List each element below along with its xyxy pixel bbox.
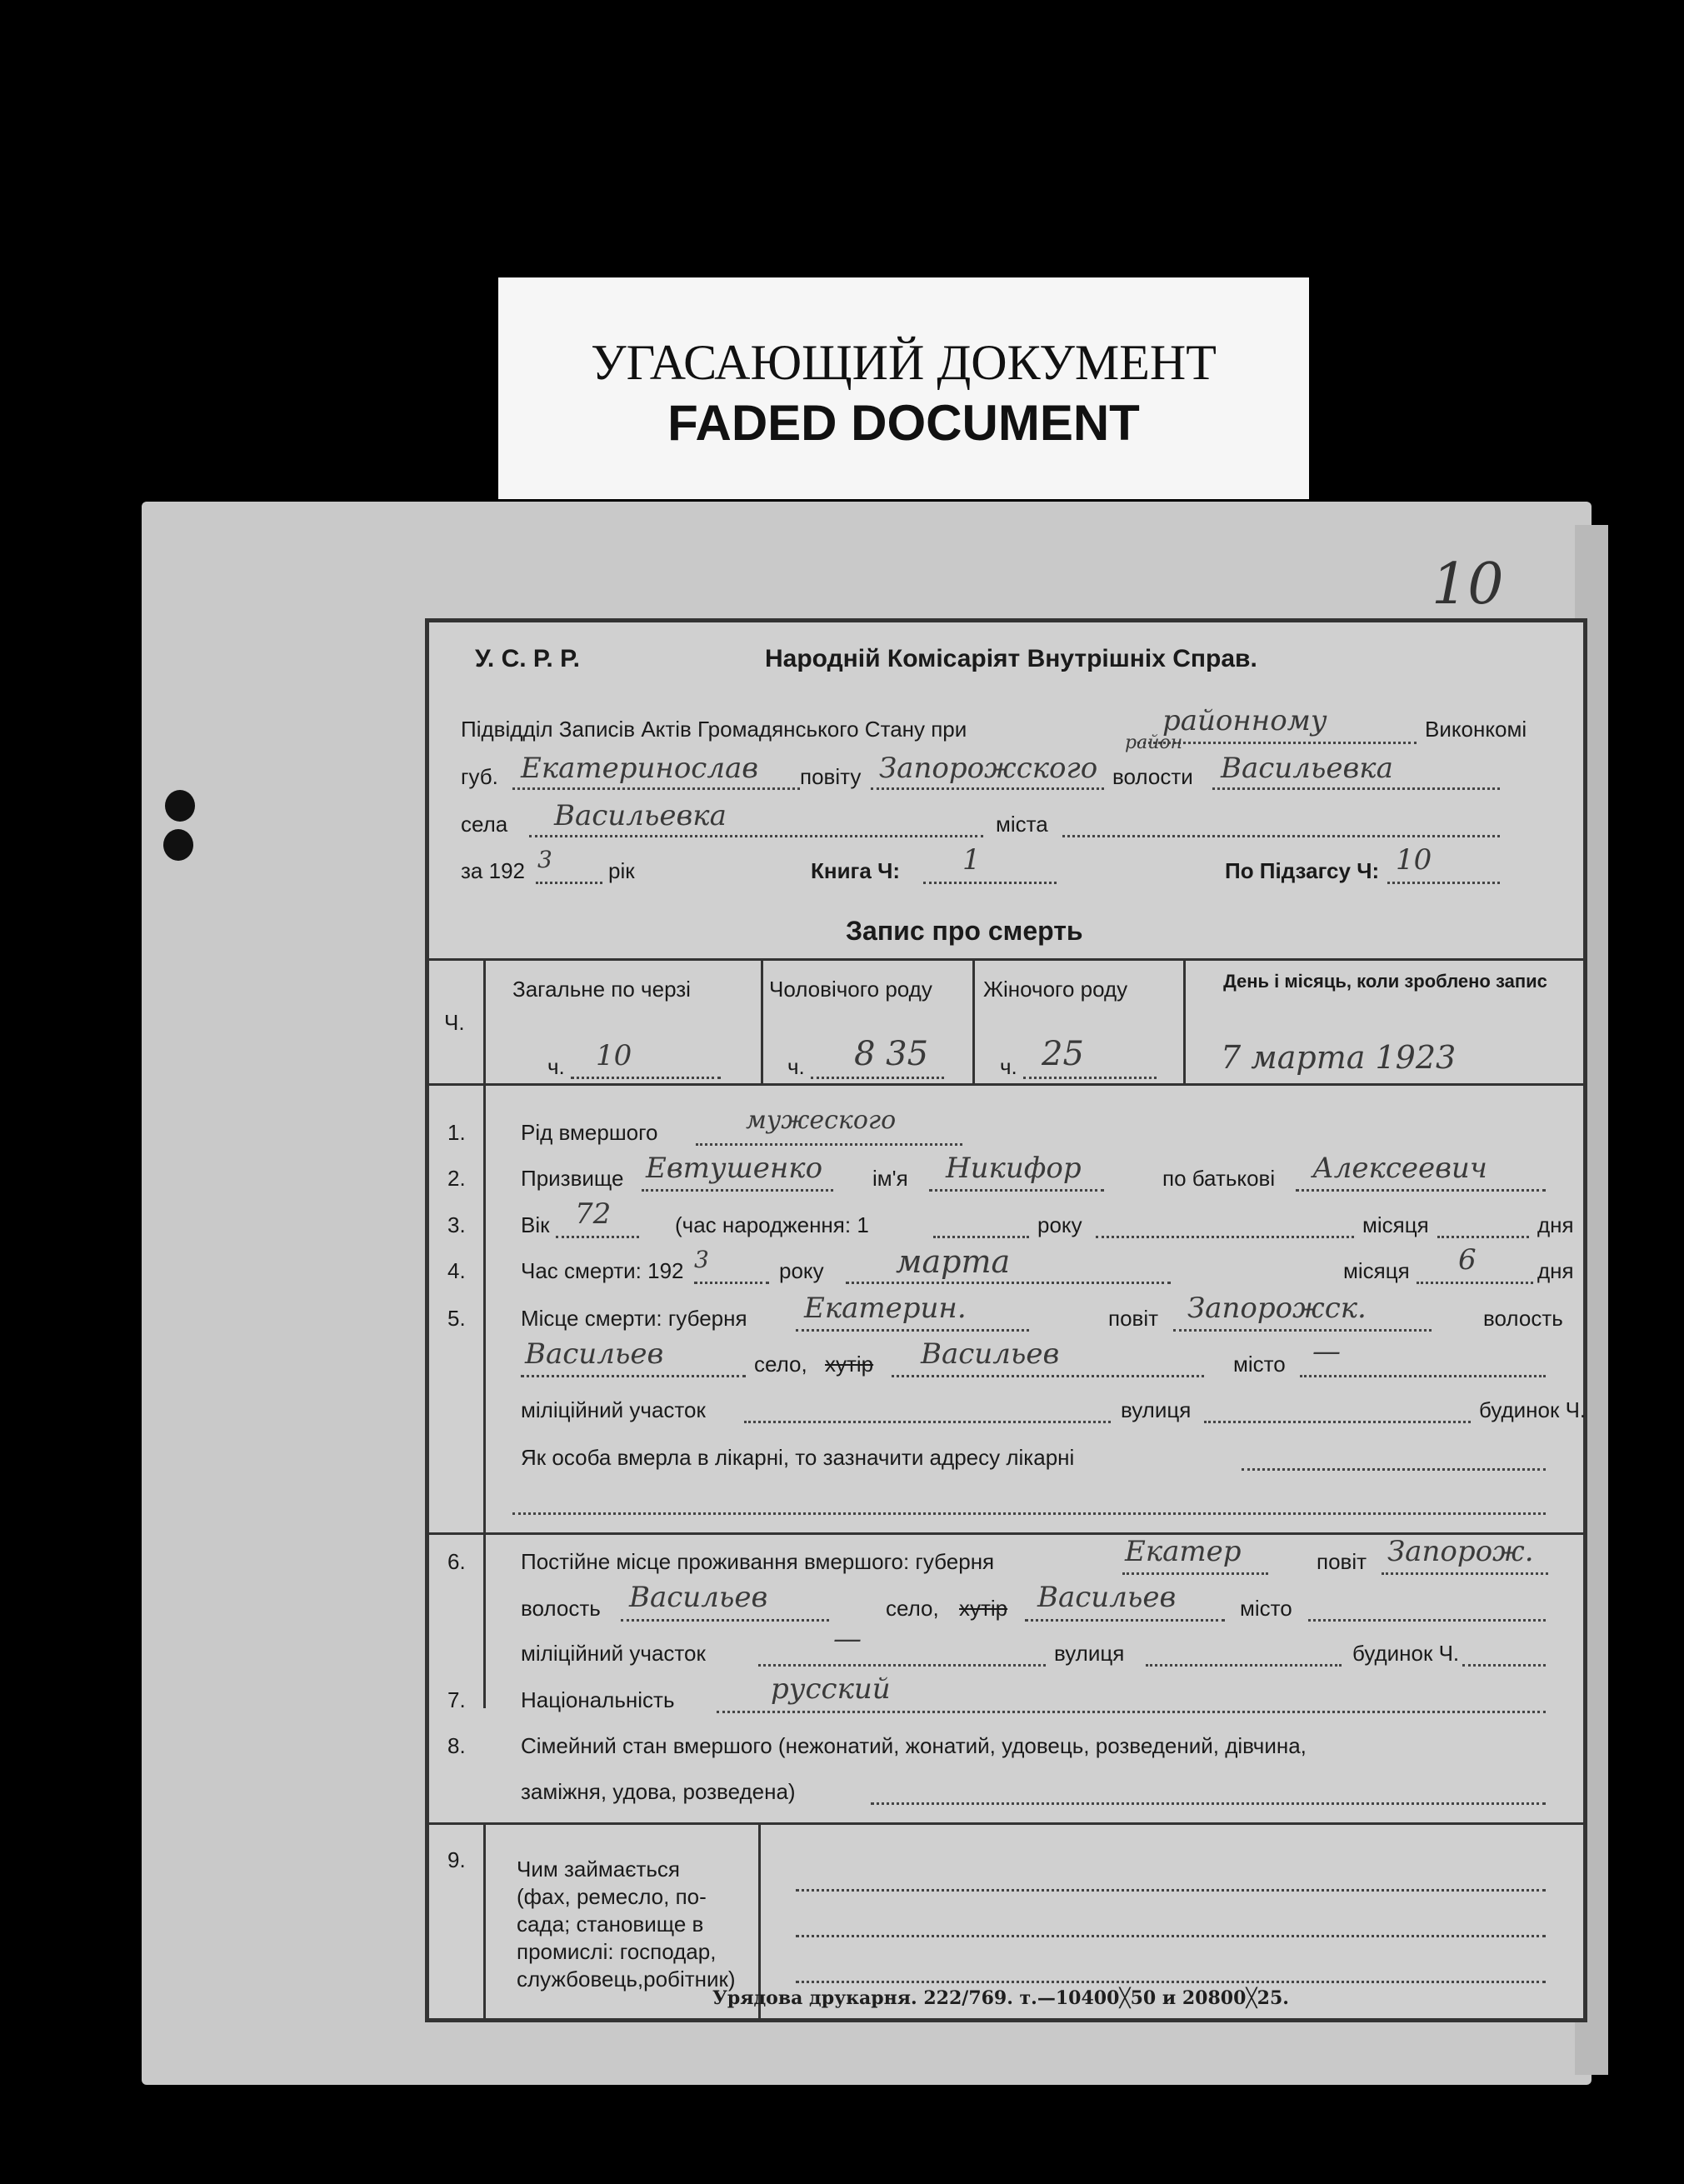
male-ch-label: ч. bbox=[787, 1054, 805, 1079]
field-line bbox=[1462, 1664, 1546, 1667]
male-order-value: 8 35 bbox=[854, 1035, 929, 1073]
field-line bbox=[933, 1236, 1029, 1238]
death-day-label: дня bbox=[1537, 1258, 1574, 1283]
ussr-header: У. С. Р. Р. bbox=[475, 645, 580, 672]
section-rule bbox=[429, 1822, 1583, 1825]
field-line bbox=[512, 1512, 1546, 1515]
row-number: 5. bbox=[447, 1306, 466, 1331]
surname-label: Призвище bbox=[521, 1166, 624, 1191]
death-house-label: будинок Ч. bbox=[1479, 1397, 1587, 1422]
death-selo-label: село, bbox=[754, 1352, 807, 1377]
age-value: 72 bbox=[575, 1197, 612, 1231]
death-city-value: — bbox=[1312, 1335, 1341, 1368]
death-militia-label: міліційний участок bbox=[521, 1397, 706, 1422]
column-rule bbox=[761, 958, 763, 1083]
field-line bbox=[758, 1664, 1046, 1667]
residence-povit-label: повіт bbox=[1317, 1549, 1367, 1574]
death-gub-value: Екатерин. bbox=[804, 1292, 967, 1325]
field-line bbox=[571, 1077, 721, 1079]
field-line bbox=[717, 1711, 1546, 1713]
death-month-value: марта bbox=[896, 1243, 1011, 1280]
table-number-header: Ч. bbox=[444, 1010, 465, 1035]
binding-hole bbox=[163, 829, 193, 861]
field-line bbox=[796, 1329, 1029, 1332]
field-line bbox=[1122, 1572, 1268, 1575]
field-line bbox=[871, 787, 1104, 790]
field-line bbox=[1387, 882, 1500, 884]
marital-status-label: Сімейний стан вмершого (нежонатий, жонатий, удовець, розведений, дівчина, bbox=[521, 1733, 1307, 1758]
field-line bbox=[1300, 1375, 1546, 1377]
mista-label: міста bbox=[996, 812, 1048, 837]
first-name-label: ім'я bbox=[872, 1166, 908, 1191]
death-year-value: 3 bbox=[694, 1246, 709, 1273]
page-number: 10 bbox=[1432, 552, 1504, 617]
general-order-header: Загальне по черзі bbox=[512, 977, 691, 1002]
row-number: 2. bbox=[447, 1166, 466, 1191]
form-title: Запис про смерть bbox=[846, 916, 1083, 946]
death-year-label: року bbox=[779, 1258, 824, 1283]
field-line bbox=[536, 882, 602, 884]
first-name-value: Никифор bbox=[946, 1152, 1082, 1185]
occupation-label-line: службовець,робітник) bbox=[517, 1967, 736, 1992]
residence-militia-label: міліційний участок bbox=[521, 1641, 706, 1666]
gub-value: Екатеринослав bbox=[521, 752, 759, 785]
residence-selo-value: Васильев bbox=[1037, 1581, 1177, 1614]
field-line bbox=[1437, 1236, 1529, 1238]
general-order-value: 10 bbox=[596, 1039, 632, 1072]
date-recorded-value: 7 марта 1923 bbox=[1221, 1039, 1457, 1076]
field-line bbox=[1242, 1468, 1546, 1471]
patronymic-label: по батькові bbox=[1162, 1166, 1276, 1191]
subzags-value: 10 bbox=[1396, 843, 1432, 877]
row-number: 3. bbox=[447, 1212, 466, 1237]
year-label: за 192 bbox=[461, 858, 525, 883]
executive-committee-value: районному bbox=[1162, 704, 1327, 737]
residence-povit-value: Запорож. bbox=[1387, 1535, 1534, 1568]
field-line bbox=[871, 1802, 1546, 1805]
birth-label: (час народження: 1 bbox=[675, 1212, 869, 1237]
residence-street-label: вулиця bbox=[1054, 1641, 1125, 1666]
birth-year-label: року bbox=[1037, 1212, 1082, 1237]
field-line bbox=[512, 787, 800, 790]
label-english: FADED DOCUMENT bbox=[667, 395, 1140, 451]
death-city-label: місто bbox=[1233, 1352, 1286, 1377]
field-line bbox=[556, 1236, 639, 1238]
female-ch-label: ч. bbox=[1000, 1054, 1017, 1079]
field-line bbox=[1023, 1077, 1157, 1079]
row-number: 7. bbox=[447, 1687, 466, 1712]
field-line bbox=[529, 835, 983, 837]
occupation-label bbox=[517, 1856, 736, 1993]
surname-value: Евтушенко bbox=[646, 1152, 823, 1185]
field-line bbox=[923, 882, 1057, 884]
field-line bbox=[1025, 1619, 1225, 1622]
birth-month-label: місяця bbox=[1362, 1212, 1429, 1237]
selo-label: села bbox=[461, 812, 508, 837]
death-month-label: місяця bbox=[1343, 1258, 1410, 1283]
female-order-value: 25 bbox=[1042, 1035, 1084, 1073]
commissariat-header: Народній Комісаріят Внутрішніх Справ. bbox=[765, 645, 1257, 672]
field-line bbox=[696, 1143, 962, 1146]
death-volost-value: Васильев bbox=[525, 1337, 664, 1371]
field-line bbox=[929, 1189, 1104, 1192]
death-volost-label: волость bbox=[1483, 1306, 1563, 1331]
field-line bbox=[1308, 1619, 1546, 1622]
death-record-form bbox=[425, 618, 1587, 2022]
residence-gub-value: Екатер bbox=[1125, 1535, 1242, 1568]
field-line bbox=[642, 1189, 833, 1192]
residence-city-label: місто bbox=[1240, 1596, 1292, 1621]
field-line bbox=[1417, 1282, 1533, 1284]
residence-volost-label: волость bbox=[521, 1596, 601, 1621]
field-line bbox=[1096, 1236, 1354, 1238]
deceased-sex-label: Рід вмершого bbox=[521, 1120, 658, 1145]
column-rule bbox=[1183, 958, 1186, 1083]
field-line bbox=[796, 1889, 1546, 1892]
povit-label: повіту bbox=[800, 764, 862, 789]
residence-label: Постійне місце проживання вмершого: губерня bbox=[521, 1549, 995, 1574]
row-number: 1. bbox=[447, 1120, 466, 1145]
row-number: 8. bbox=[447, 1733, 466, 1758]
rik-label: рік bbox=[608, 858, 635, 883]
occupation-label-line: (фах, ремесло, по- bbox=[517, 1884, 707, 1909]
volost-value: Васильевка bbox=[1221, 752, 1393, 785]
field-line bbox=[1296, 1189, 1546, 1192]
field-line bbox=[1212, 787, 1500, 790]
death-street-label: вулиця bbox=[1121, 1397, 1192, 1422]
occupation-label-line: Чим займається bbox=[517, 1857, 680, 1882]
occupation-label-line: сада; становище в bbox=[517, 1912, 704, 1937]
subdivision-label: Підвідділ Записів Актів Громадянського Стану при bbox=[461, 717, 967, 742]
book-value: 1 bbox=[962, 843, 981, 877]
field-line bbox=[694, 1282, 769, 1284]
patronymic-value: Алексеевич bbox=[1312, 1152, 1487, 1185]
povit-value: Запорожского bbox=[879, 752, 1098, 785]
row-number: 6. bbox=[447, 1549, 466, 1574]
field-line bbox=[796, 1935, 1546, 1937]
residence-house-label: будинок Ч. bbox=[1352, 1641, 1460, 1666]
subzags-label: По Підзагсу Ч: bbox=[1225, 858, 1380, 883]
field-line bbox=[1382, 1572, 1548, 1575]
label-russian: УГАСАЮЩИЙ ДОКУМЕНТ bbox=[591, 335, 1217, 390]
field-line bbox=[1062, 835, 1500, 837]
row-number: 9. bbox=[447, 1847, 466, 1872]
field-line bbox=[1146, 1664, 1342, 1667]
female-header: Жіночого роду bbox=[983, 977, 1128, 1002]
field-line bbox=[1204, 1421, 1471, 1423]
male-header: Чоловічого роду bbox=[769, 977, 932, 1002]
age-label: Вік bbox=[521, 1212, 550, 1237]
executive-committee-label: Виконкомі bbox=[1425, 717, 1527, 742]
selo-value: Васильевка bbox=[554, 799, 727, 832]
residence-volost-value: Васильев bbox=[629, 1581, 768, 1614]
printer-footer: Урядова друкарня. 222/769. т.—10400╳50 и 20800╳25. bbox=[712, 1987, 1289, 2009]
field-line bbox=[1173, 1329, 1432, 1332]
field-line bbox=[744, 1421, 1111, 1423]
field-line bbox=[846, 1282, 1171, 1284]
field-line bbox=[521, 1375, 746, 1377]
occupation-label-line: промислі: господар, bbox=[517, 1939, 717, 1964]
general-ch-label: ч. bbox=[547, 1054, 565, 1079]
gub-label: губ. bbox=[461, 764, 498, 789]
death-place-label: Місце смерти: губерня bbox=[521, 1306, 747, 1331]
death-day-value: 6 bbox=[1458, 1243, 1477, 1277]
birth-day-label: дня bbox=[1537, 1212, 1574, 1237]
hospital-label: Як особа вмерла в лікарні, то зазначити адресу лікарні bbox=[521, 1445, 1075, 1470]
field-line bbox=[892, 1375, 1204, 1377]
nationality-value: русский bbox=[771, 1672, 891, 1706]
year-value: 3 bbox=[537, 846, 552, 873]
death-khutir-label: хутір bbox=[825, 1352, 874, 1377]
residence-militia-value: — bbox=[833, 1622, 862, 1656]
table-header-bottom-rule bbox=[429, 1083, 1583, 1086]
faded-document-label bbox=[498, 277, 1309, 499]
field-line bbox=[811, 1077, 944, 1079]
number-column-rule bbox=[483, 958, 486, 1708]
deceased-sex-value: мужеского bbox=[746, 1106, 897, 1135]
number-column-rule bbox=[483, 1822, 486, 2018]
death-povit-label: повіт bbox=[1108, 1306, 1159, 1331]
death-time-label: Час смерти: 192 bbox=[521, 1258, 684, 1283]
column-rule bbox=[972, 958, 975, 1083]
death-povit-value: Запорожск. bbox=[1187, 1292, 1367, 1325]
date-recorded-header: День і місяць, коли зроблено запис bbox=[1223, 971, 1547, 992]
book-label: Книга Ч: bbox=[811, 858, 900, 883]
table-top-rule bbox=[429, 958, 1583, 961]
nationality-label: Національність bbox=[521, 1687, 675, 1712]
row-number: 4. bbox=[447, 1258, 466, 1283]
binding-hole bbox=[165, 790, 195, 822]
volost-note: район bbox=[1125, 732, 1183, 753]
marital-status-label-cont: заміжня, удова, розведена) bbox=[521, 1779, 796, 1804]
death-selo-value: Васильев bbox=[921, 1337, 1060, 1371]
residence-khutir-label: хутір bbox=[959, 1596, 1008, 1621]
field-line bbox=[621, 1619, 829, 1622]
field-line bbox=[796, 1981, 1546, 1983]
residence-selo-label: село, bbox=[886, 1596, 939, 1621]
volost-label: волости bbox=[1112, 764, 1193, 789]
